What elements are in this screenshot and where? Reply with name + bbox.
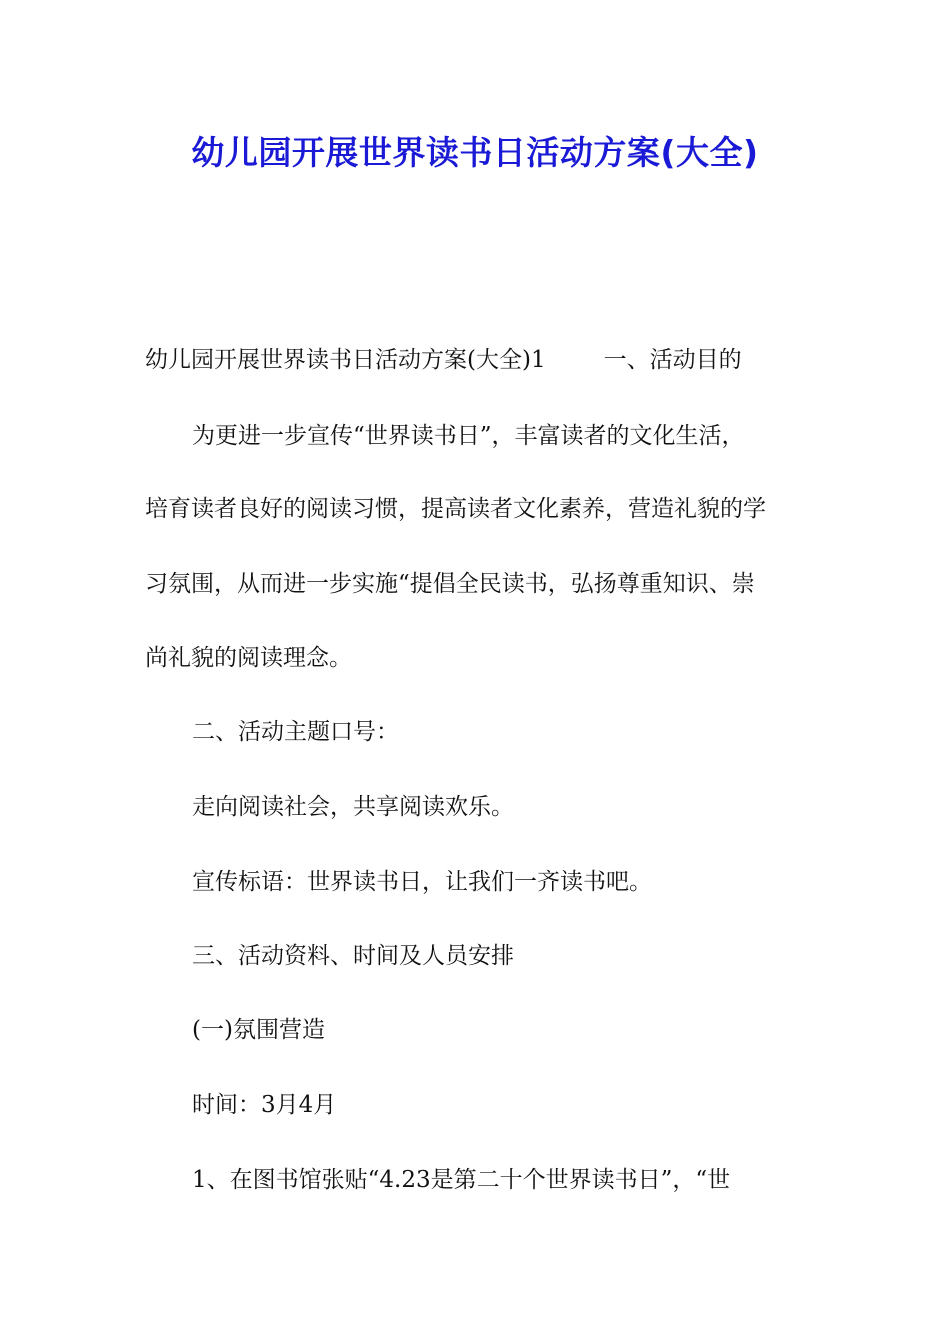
intro-label: 幼儿园开展世界读书日活动方案(大全)1 bbox=[145, 347, 546, 373]
intro-line bbox=[145, 342, 815, 378]
section1-heading: 一、活动目的 bbox=[603, 347, 742, 373]
paragraph-line: 培育读者良好的阅读习惯，提高读者文化素养，营造礼貌的学 bbox=[145, 496, 766, 522]
subsection-heading: (一)氛围营造 bbox=[192, 1017, 325, 1043]
paragraph-line: 习氛围，从而进一步实施“提倡全民读书，弘扬尊重知识、崇 bbox=[145, 571, 755, 597]
item1-line: 1、在图书馆张贴“4.23是第二十个世界读书日”，“世 bbox=[192, 1167, 731, 1193]
section3-heading: 三、活动资料、时间及人员安排 bbox=[192, 943, 514, 969]
slogan-line: 走向阅读社会，共享阅读欢乐。 bbox=[192, 794, 514, 820]
paragraph-line: 为更进一步宣传“世界读书日”，丰富读者的文化生活， bbox=[192, 423, 745, 449]
time-line: 时间：3月4月 bbox=[192, 1092, 337, 1118]
document-title: 幼儿园开展世界读书日活动方案(大全) bbox=[191, 133, 759, 172]
tagline-line: 宣传标语：世界读书日，让我们一齐读书吧。 bbox=[192, 869, 652, 895]
paragraph-line: 尚礼貌的阅读理念。 bbox=[145, 645, 352, 671]
section2-heading: 二、活动主题口号： bbox=[192, 719, 399, 745]
